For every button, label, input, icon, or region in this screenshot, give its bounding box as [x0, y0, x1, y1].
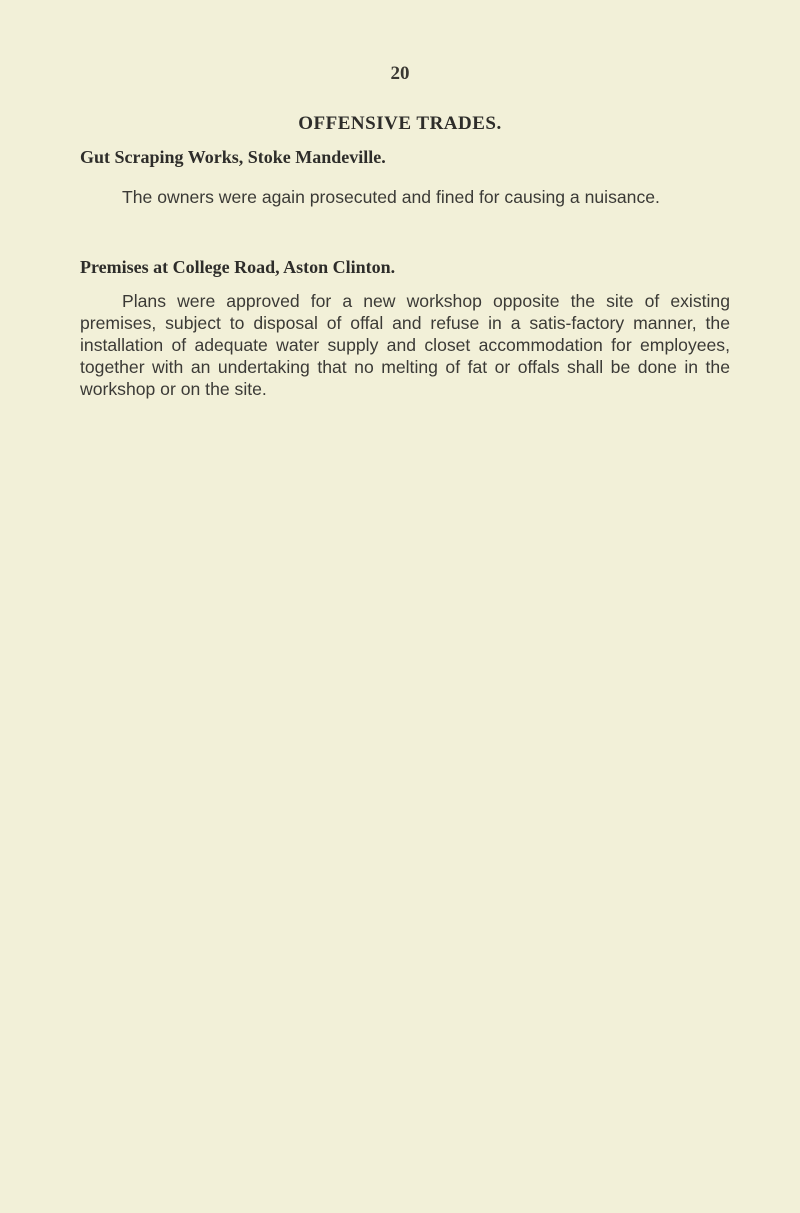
section-paragraph-gut-scraping: The owners were again prosecuted and fined for causing a nuisance.	[122, 187, 660, 207]
section-heading-college-road: Premises at College Road, Aston Clinton.	[80, 257, 396, 277]
page-title: OFFENSIVE TRADES.	[298, 113, 502, 134]
section-heading-gut-scraping: Gut Scraping Works, Stoke Mandeville.	[80, 147, 386, 167]
page-number: 20	[390, 63, 410, 84]
section-paragraph-college-road: Plans were approved for a new workshop opposite the site of existing premises, subject to disposal of offal and refuse in a satis-factory manner, the installation of adequate water supply and closet accommodation for employees, together with an undertaking that no melting of fat or offals shall be done in the workshop or on the site.	[80, 291, 730, 399]
